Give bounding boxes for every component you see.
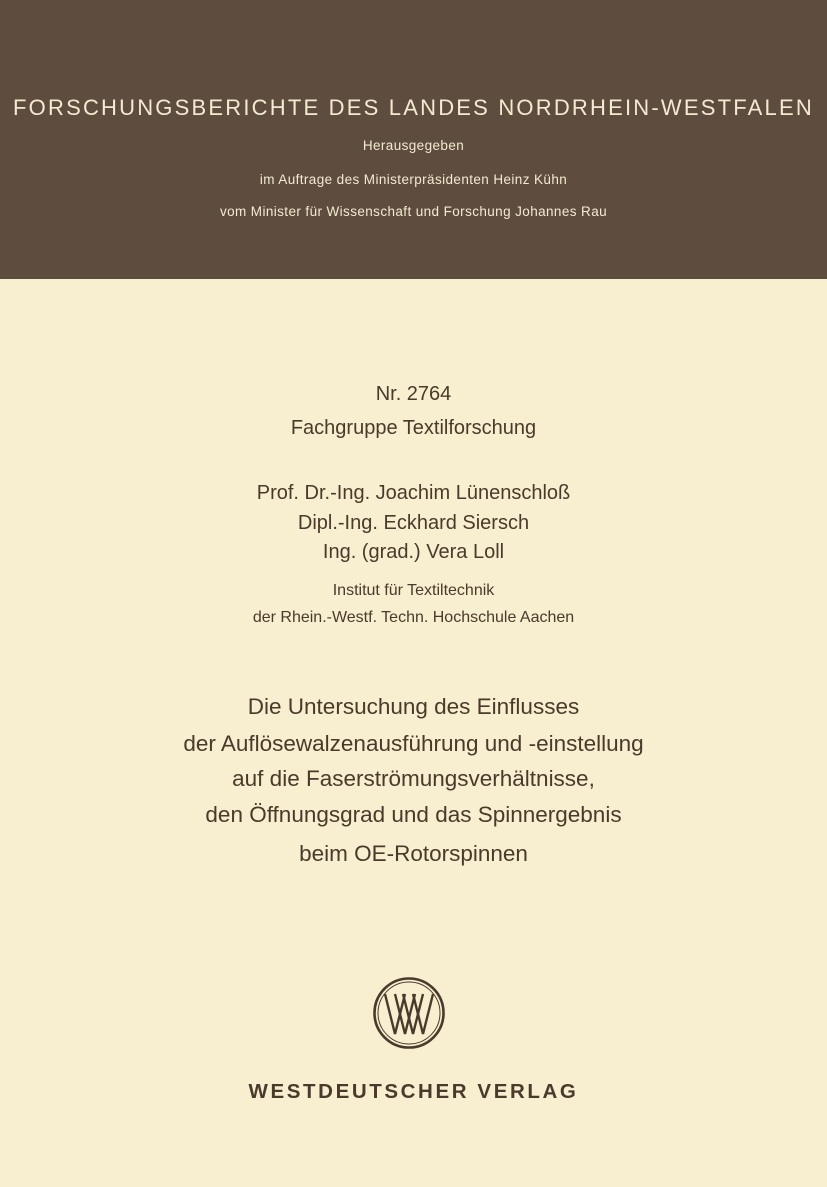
header-band <box>0 0 827 279</box>
series-title: FORSCHUNGSBERICHTE DES LANDES NORDRHEIN-WESTFALEN <box>13 95 814 120</box>
minister-line: vom Minister für Wissenschaft und Forschung Johannes Rau <box>219 204 608 219</box>
ww-circle-logo-icon <box>372 976 446 1050</box>
institute-line-1: Institut für Textiltechnik <box>332 582 495 599</box>
title-line-5: beim OE-Rotorspinnen <box>299 841 528 866</box>
title-line-4: den Öffnungsgrad und das Spinnergebnis <box>205 802 622 827</box>
author-1: Prof. Dr.-Ing. Joachim Lünenschloß <box>256 482 571 504</box>
title-line-1: Die Untersuchung des Einflusses <box>247 694 580 719</box>
author-2: Dipl.-Ing. Eckhard Siersch <box>297 512 530 534</box>
report-number: Nr. 2764 <box>375 383 452 405</box>
report-group: Fachgruppe Textilforschung <box>290 417 537 439</box>
editor-label: Herausgegeben <box>362 138 465 153</box>
institute-line-2: der Rhein.-Westf. Techn. Hochschule Aachen <box>252 609 575 626</box>
commission-line: im Auftrage des Ministerpräsidenten Heinz Kühn <box>259 172 568 187</box>
publisher-name: WESTDEUTSCHER VERLAG <box>248 1080 579 1103</box>
author-3: Ing. (grad.) Vera Loll <box>322 541 505 563</box>
title-line-2: der Auflösewalzenausführung und -einstellung <box>183 731 644 756</box>
title-line-3: auf die Faserströmungsverhältnisse, <box>232 766 595 791</box>
